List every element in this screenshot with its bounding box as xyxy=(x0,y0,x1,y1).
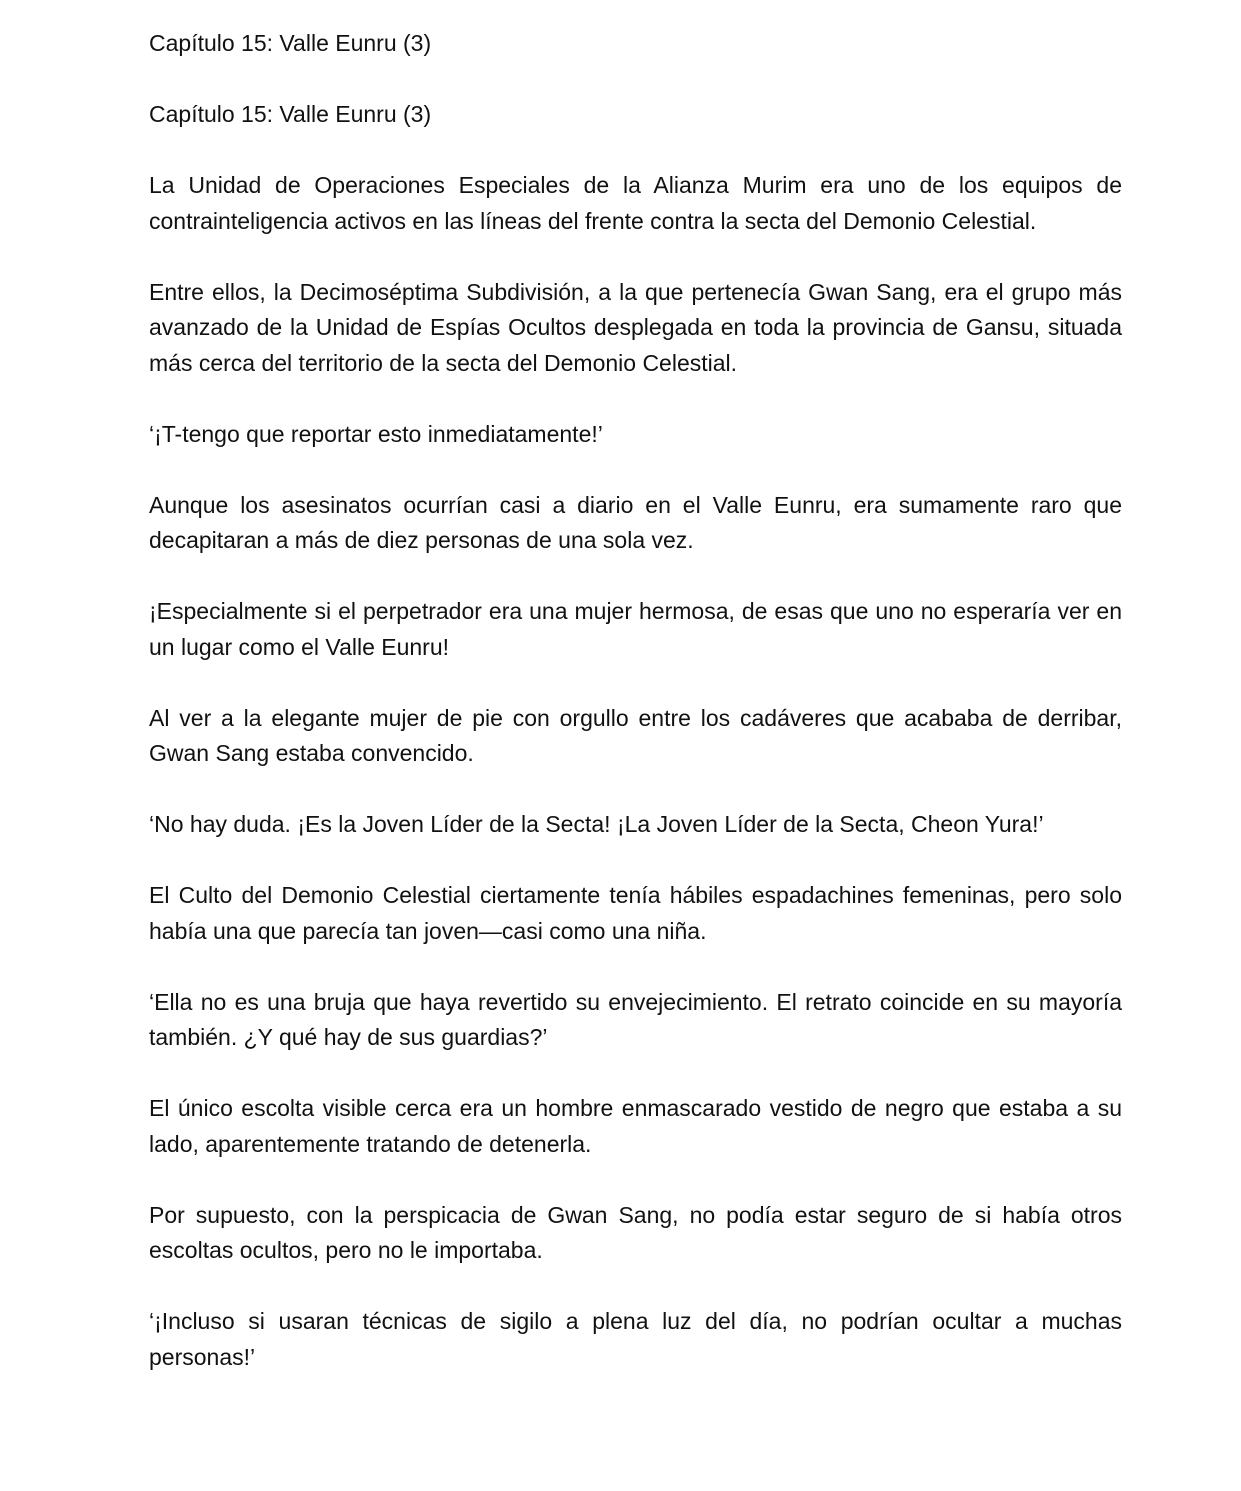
paragraph: ¡Especialmente si el perpetrador era una mujer hermosa, de esas que uno no esperaría ver en un lugar como el Valle Eunru! xyxy=(149,598,1122,660)
paragraph: El Culto del Demonio Celestial ciertamente tenía hábiles espadachines femeninas, pero solo había una que parecía tan joven—casi como una niña. xyxy=(149,882,1122,944)
paragraph: ‘No hay duda. ¡Es la Joven Líder de la Secta! ¡La Joven Líder de la Secta, Cheon Yura!’ xyxy=(149,811,1044,837)
paragraph: La Unidad de Operaciones Especiales de la Alianza Murim era uno de los equipos de contrainteligencia activos en las líneas del frente contra la secta del Demonio Celestial. xyxy=(149,172,1122,234)
paragraph: Entre ellos, la Decimoséptima Subdivisión, a la que pertenecía Gwan Sang, era el grupo más avanzado de la Unidad de Espías Ocultos desplegada en toda la provincia de Gansu, situada más cerca del territorio de la secta del Demonio Celestial. xyxy=(149,278,1122,376)
paragraph: El único escolta visible cerca era un hombre enmascarado vestido de negro que estaba a su lado, aparentemente tratando de detenerla. xyxy=(149,1095,1122,1157)
document-page xyxy=(149,26,1122,1375)
paragraph: ‘Ella no es una bruja que haya revertido su envejecimiento. El retrato coincide en su mayoría también. ¿Y qué hay de sus guardias?’ xyxy=(149,988,1122,1050)
paragraph: Por supuesto, con la perspicacia de Gwan Sang, no podía estar seguro de si había otros escoltas ocultos, pero no le importaba. xyxy=(149,1201,1122,1263)
paragraph: ‘¡T-tengo que reportar esto inmediatamente!’ xyxy=(149,420,603,447)
paragraph: Al ver a la elegante mujer de pie con orgullo entre los cadáveres que acababa de derribar, Gwan Sang estaba convencido. xyxy=(149,704,1122,766)
paragraph: ‘¡Incluso si usaran técnicas de sigilo a plena luz del día, no podrían ocultar a muchas personas!’ xyxy=(149,1308,1122,1370)
chapter-title: Capítulo 15: Valle Eunru (3) xyxy=(149,101,432,127)
header-title: Capítulo 15: Valle Eunru (3) xyxy=(149,30,432,56)
paragraph: Aunque los asesinatos ocurrían casi a diario en el Valle Eunru, era sumamente raro que decapitaran a más de diez personas de una sola vez. xyxy=(149,491,1122,553)
